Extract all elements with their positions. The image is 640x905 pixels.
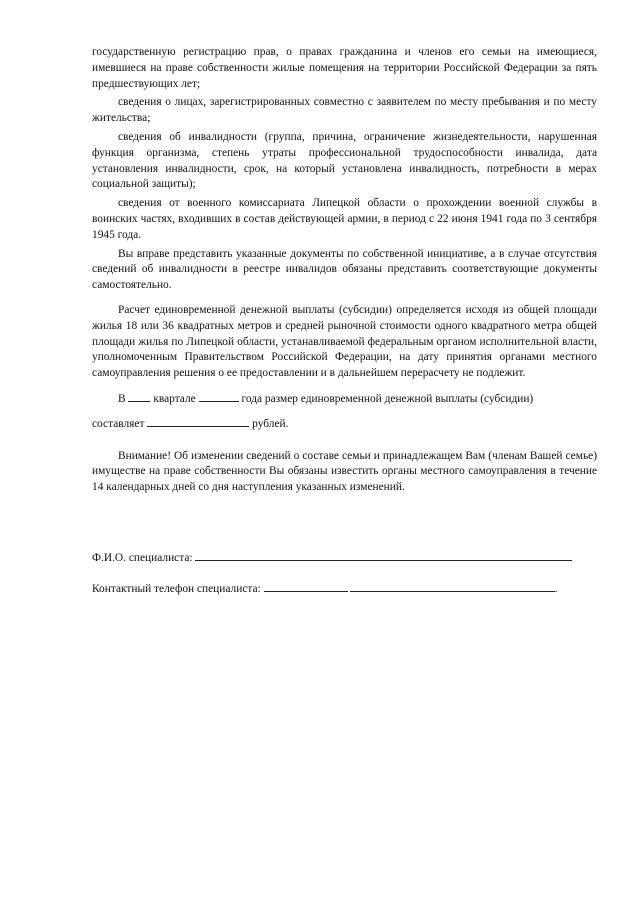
specialist-phone-field-part2[interactable] xyxy=(350,580,555,592)
currency-label: рублей. xyxy=(252,417,289,430)
specialist-name-label: Ф.И.О. специалиста: xyxy=(92,552,193,564)
paragraph-payment-calculation: Расчет единовременной денежной выплаты (субсидии) определяется исходя из общей площади жилья 18 или 36 квадратных метров и средней рыночной стоимости одного квадратного метра общей площади жилья по Липецкой области, устанавливаемой федеральным органом исполнительной власти, уполномоченным Правительством Российской Федерации, на дату принятия органами местного самоуправления решения о ее предоставлении и в дальнейшем перерасчету не подлежит. xyxy=(92,303,597,380)
paragraph-military-service: сведения от военного комиссариата Липецкой области о прохождении военной службы в воинских частях, входивших в состав действующей армии, в период с 22 июня 1941 года по 3 сентября 1945 года. xyxy=(92,197,597,241)
specialist-name-row xyxy=(92,549,572,567)
specialist-phone-label: Контактный телефон специалиста: xyxy=(92,583,261,595)
paragraph-payment-amount-line2 xyxy=(92,416,597,433)
specialist-phone-field-part1[interactable] xyxy=(264,580,348,592)
quarter-blank[interactable] xyxy=(128,391,150,402)
quarter-word: квартале xyxy=(153,392,196,405)
paragraph-payment-amount-line1 xyxy=(92,391,597,408)
phone-line-end: . xyxy=(554,583,558,595)
paragraph-disability-info: сведения об инвалидности (группа, причина, ограничение жизнедеятельности, нарушенная функция организма, степень утраты профессиональной трудоспособности инвалида, дата установления инвалидности, срок, на который установлена инвалидность, потребности в мерах социальной защиты); xyxy=(92,130,597,191)
paragraph-notice: Внимание! Об изменении сведений о составе семьи и принадлежащем Вам (членам Вашей семье) имуществе на праве собственности Вы обязаны известить органы местного самоуправления в течение 14 календарных дней со дня наступления указанных изменений. xyxy=(92,449,597,494)
document-body xyxy=(92,45,597,499)
specialist-phone-row xyxy=(92,580,557,598)
specialist-name-field[interactable] xyxy=(195,549,572,561)
amount-prefix: В xyxy=(118,392,126,405)
paragraph-property-rights: государственную регистрацию прав, о правах гражданина и членов его семьи на имеющиеся, имевшиеся на праве собственности жилые помещения на территории Российской Федерации за пять предшествующих лет; xyxy=(92,46,597,90)
year-blank[interactable] xyxy=(199,391,239,402)
year-text: года размер единовременной денежной выплаты (субсидии) xyxy=(241,392,534,405)
paragraph-voluntary-documents: Вы вправе представить указанные документы по собственной инициативе, а в случае отсутствия сведений об инвалидности в реестре инвалидов обязаны представить соответствующие документы самостоятельно. xyxy=(92,247,597,292)
paragraph-registered-persons: сведения о лицах, зарегистрированных совместно с заявителем по месту пребывания и по месту жительства; xyxy=(92,96,597,125)
amount-blank[interactable] xyxy=(147,416,249,427)
amount-label: составляет xyxy=(92,417,145,430)
